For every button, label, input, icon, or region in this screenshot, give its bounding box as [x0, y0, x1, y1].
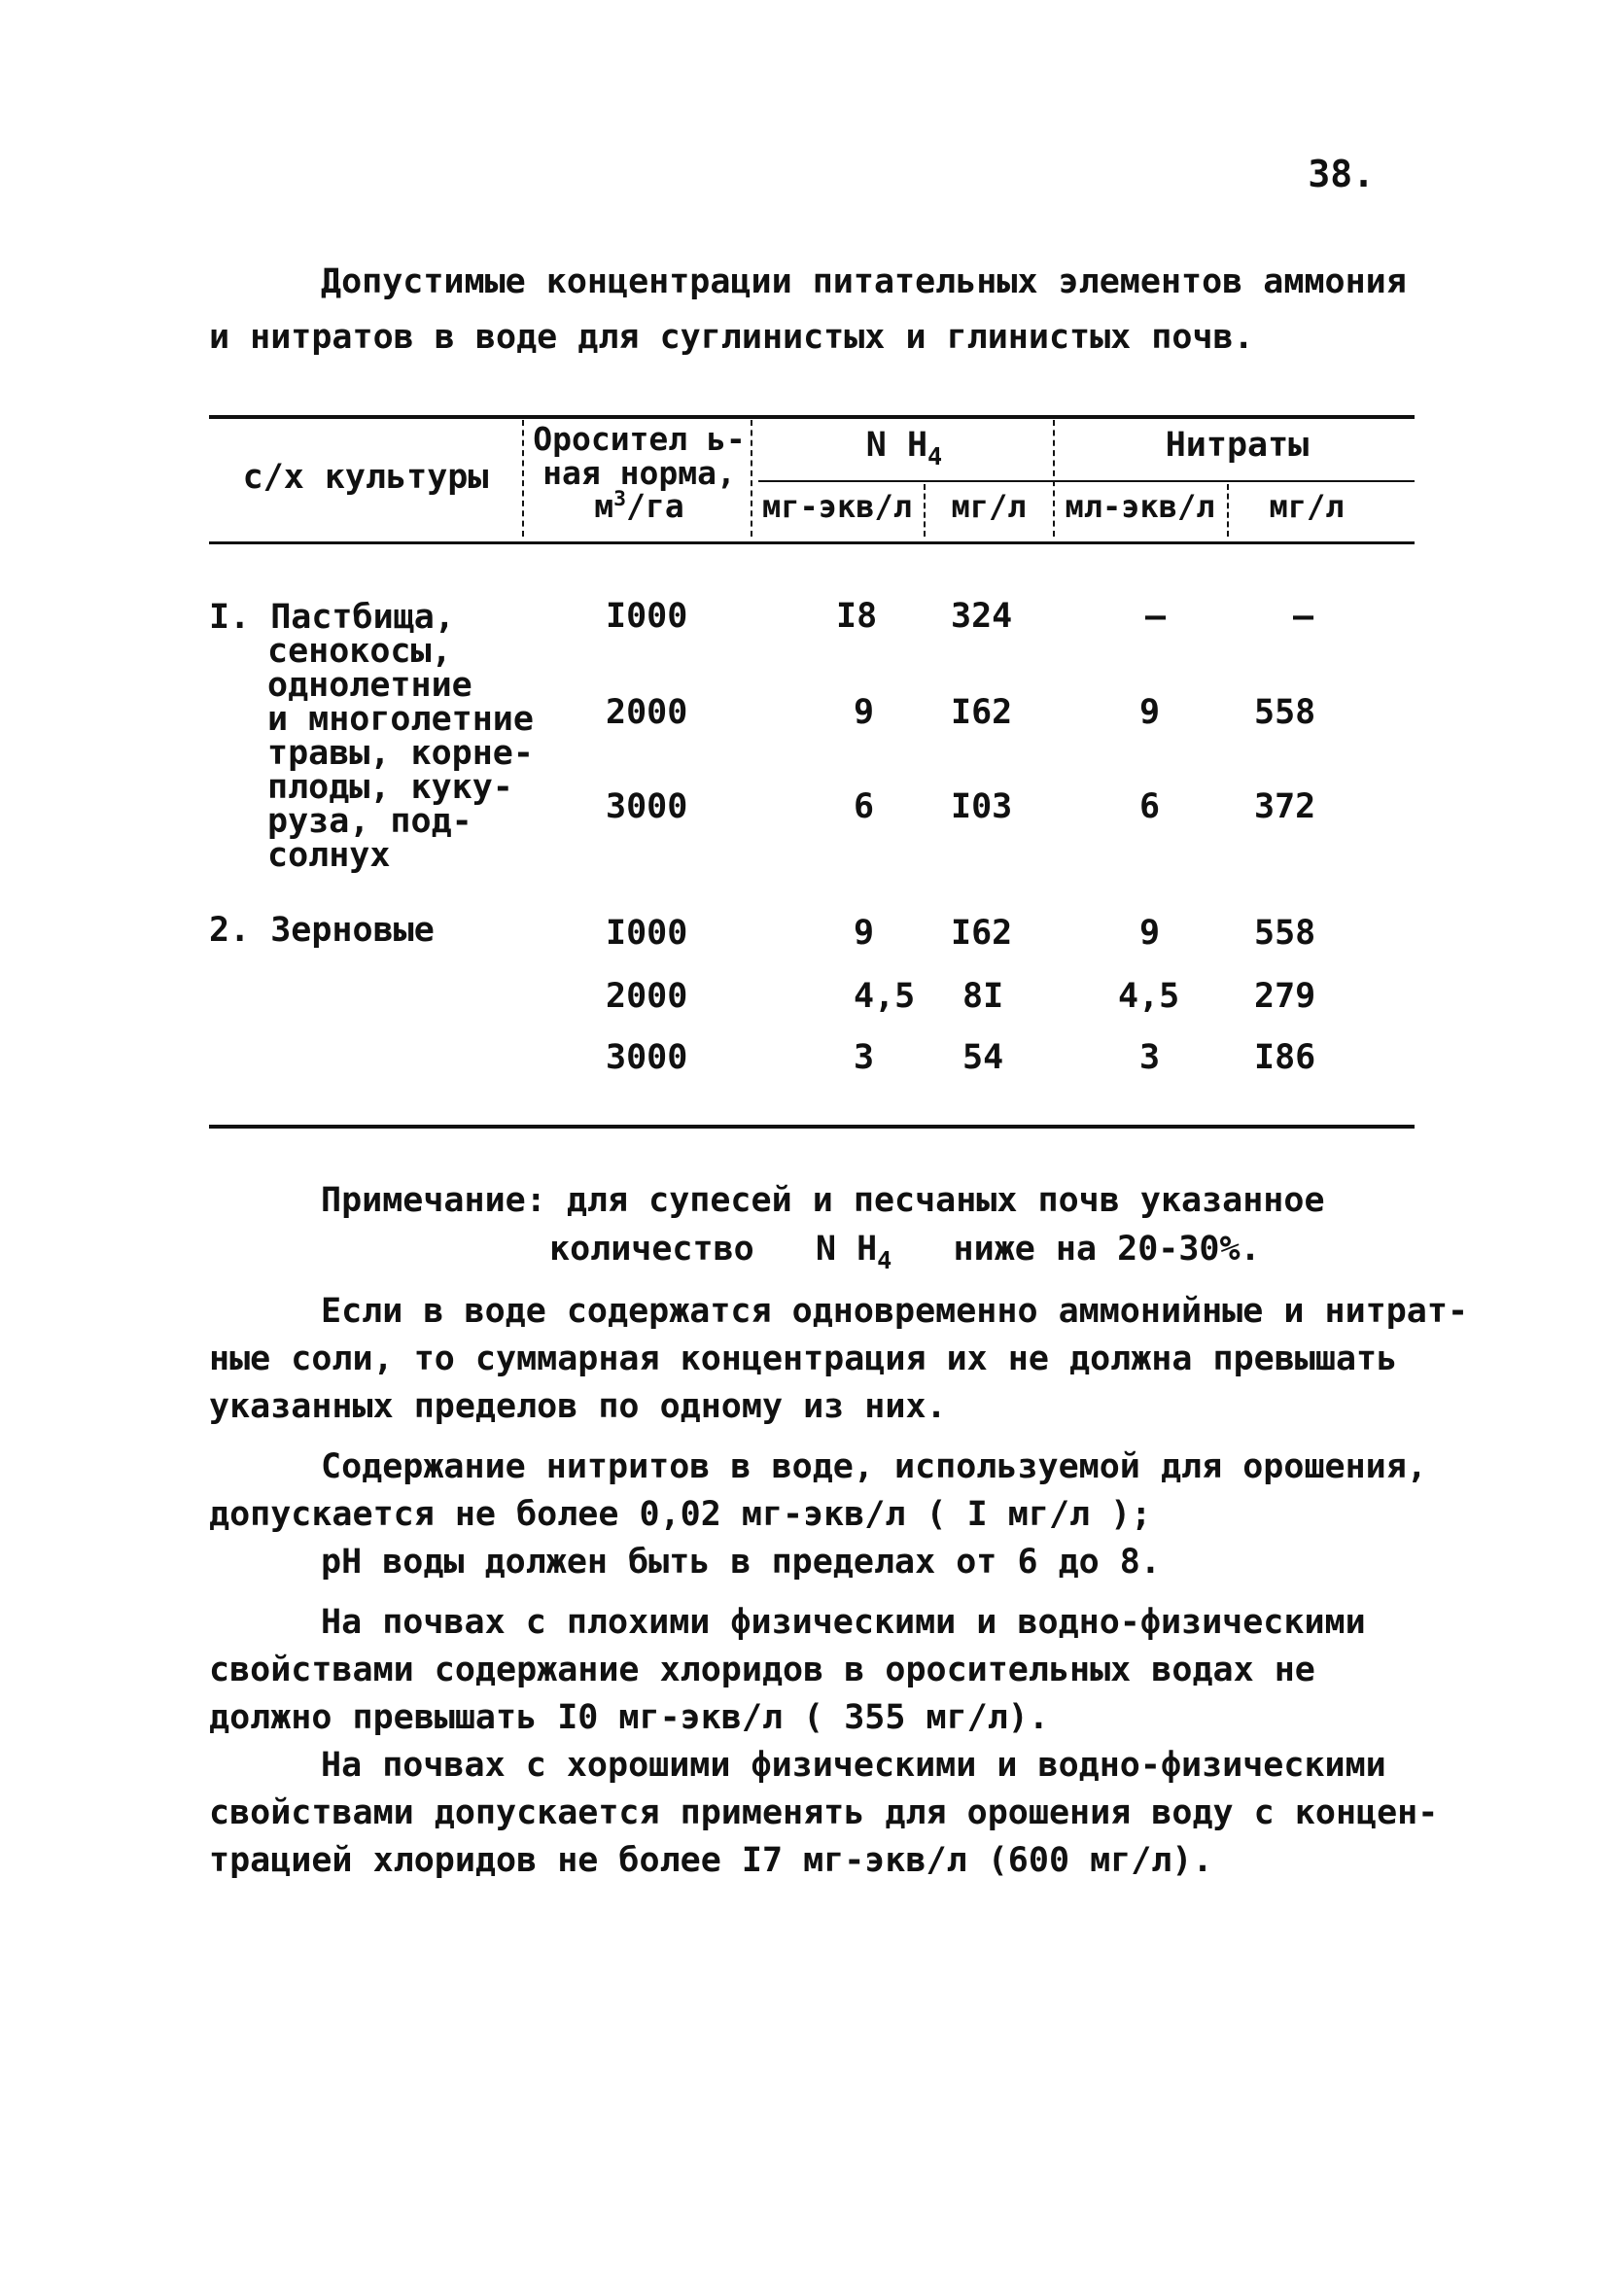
no3-mg-cell: 372 — [1254, 787, 1316, 826]
nh4-meq-cell: 3 — [854, 1038, 875, 1077]
header-nitrates: Нитраты — [1165, 426, 1310, 465]
no3-meq-cell: 3 — [1139, 1038, 1161, 1077]
table-bottom-rule — [209, 1125, 1415, 1129]
paragraph-line: трацией хлоридов не более I7 мг-экв/л (600 мг/л). — [209, 1841, 1213, 1880]
norm-cell: 3000 — [606, 1038, 688, 1077]
nh4-meq-cell: I8 — [836, 597, 878, 636]
norm-cell: I000 — [606, 914, 688, 953]
paragraph-3 — [209, 1599, 1366, 1742]
nh4-mg-cell: I62 — [951, 693, 1013, 732]
header-bottom-rule — [209, 541, 1415, 544]
header-norm-line-2: ная норма, — [542, 453, 736, 492]
nh4-mg-cell: 8I — [962, 977, 1004, 1016]
paragraph-line: рН воды должен быть в пределах от 6 до 8. — [321, 1543, 1161, 1582]
header-nh4-meq: мг-экв/л — [761, 488, 913, 525]
no3-mg-cell: 558 — [1254, 693, 1316, 732]
nh4-meq-cell: 9 — [854, 914, 875, 953]
crop-label-line: плоды, куку- — [267, 768, 513, 807]
paragraph-2 — [209, 1444, 1427, 1586]
header-no3-mgl: мг/л — [1269, 488, 1345, 525]
note-line-2: количество N $H_4$ ниже на 20-30%. — [549, 1230, 1261, 1274]
no3-meq-cell: 9 — [1139, 693, 1161, 732]
note-line-1: Примечание: для супесей и песчаных почв указанное — [321, 1181, 1325, 1220]
paragraph-line: Если в воде содержатся одновременно аммонийные и нитрат- — [321, 1292, 1469, 1331]
paragraph-line: свойствами допускается применять для орошения воду с концен- — [209, 1793, 1439, 1832]
paragraph-line: Содержание нитритов в воде, используемой для орошения, — [321, 1447, 1427, 1486]
nh4-mg-cell: 54 — [962, 1038, 1004, 1077]
header-crops: с/х культуры — [242, 458, 489, 497]
nh4-meq-cell: 9 — [854, 693, 875, 732]
header-nh4: N $H_4$ — [865, 426, 943, 470]
header-sub-rule — [758, 480, 1415, 482]
crop-label-line: однолетние — [267, 666, 472, 705]
no3-mg-cell: I86 — [1254, 1038, 1316, 1077]
crop-label-line: I. Пастбища, — [209, 598, 455, 637]
crop-label-line: травы, корне- — [267, 734, 534, 773]
paragraph-line: На почвах с хорошими физическими и водно-физическими — [321, 1746, 1386, 1785]
paragraph-line: ные соли, то суммарная концентрация их не должна превышать — [209, 1339, 1398, 1378]
paragraph-line: указанных пределов по одному из них. — [209, 1387, 947, 1426]
paragraph-line: должно превышать I0 мг-экв/л ( 355 мг/л). — [209, 1698, 1049, 1737]
header-nh4-mgl: мг/л — [951, 488, 1027, 525]
norm-cell: I000 — [606, 597, 688, 636]
paragraph-4 — [209, 1742, 1438, 1885]
no3-meq-cell: – — [1145, 597, 1167, 636]
paragraph-1 — [209, 1288, 1468, 1431]
nh4-meq-cell: 4,5 — [854, 977, 916, 1016]
crop-label-line: и многолетние — [267, 700, 534, 739]
crop-label-line: сенокосы, — [267, 632, 452, 671]
nh4-mg-cell: I03 — [951, 787, 1013, 826]
page-number: 38. — [1308, 153, 1375, 195]
header-norm — [530, 420, 749, 526]
no3-mg-cell: 558 — [1254, 914, 1316, 953]
table-title-line-1: Допустимые концентрации питательных элементов аммония — [321, 262, 1407, 301]
table-title-line-2: и нитратов в воде для суглинистых и глинистых почв. — [209, 318, 1254, 357]
crop-label-line: руза, под- — [267, 802, 472, 841]
paragraph-line: На почвах с плохими физическими и водно-физическими — [321, 1603, 1366, 1642]
norm-cell: 2000 — [606, 977, 688, 1016]
no3-mg-cell: 279 — [1254, 977, 1316, 1016]
header-separator — [522, 420, 524, 537]
no3-meq-cell: 4,5 — [1118, 977, 1180, 1016]
nh4-mg-cell: 324 — [951, 597, 1013, 636]
crop-label-line: солнух — [267, 836, 391, 875]
no3-meq-cell: 9 — [1139, 914, 1161, 953]
crop-group-1-label — [209, 598, 534, 875]
no3-meq-cell: 6 — [1139, 787, 1161, 826]
paragraph-line: свойствами содержание хлоридов в оросительных водах не — [209, 1651, 1315, 1689]
nh4-meq-cell: 6 — [854, 787, 875, 826]
norm-cell: 2000 — [606, 693, 688, 732]
norm-cell: 3000 — [606, 787, 688, 826]
header-norm-line-1: Оросител ь- — [533, 420, 746, 458]
no3-mg-cell: – — [1293, 597, 1314, 636]
table-top-rule — [209, 415, 1415, 419]
crop-group-2-label: 2. Зерновые — [209, 911, 435, 950]
header-norm-line-3: $м^3/га$ — [594, 487, 684, 526]
header-no3-meq: мл-экв/л — [1065, 488, 1215, 525]
nh4-mg-cell: I62 — [951, 914, 1013, 953]
paragraph-line: допускается не более 0,02 мг-экв/л ( I мг/л ); — [209, 1495, 1152, 1534]
